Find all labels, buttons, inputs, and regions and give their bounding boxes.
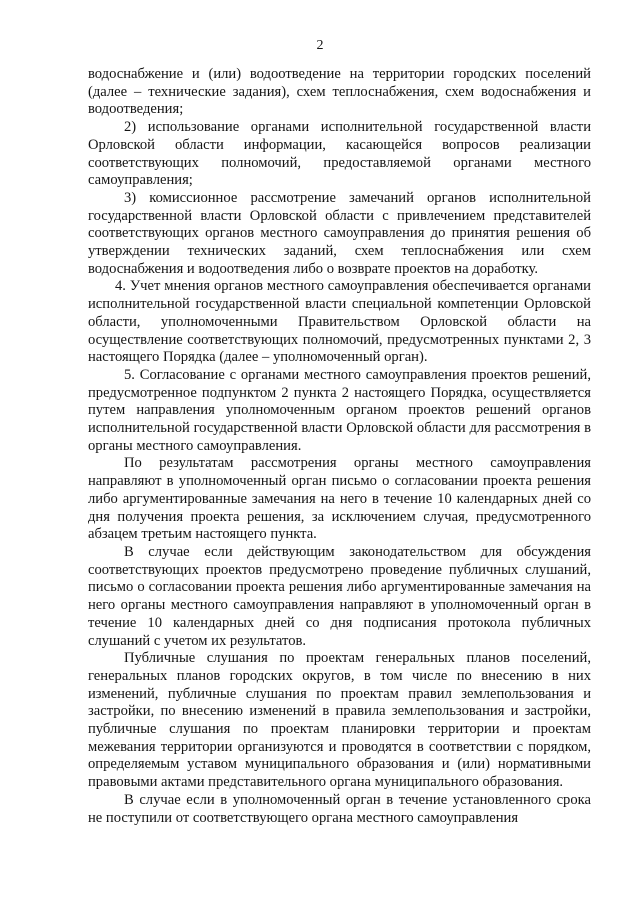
document-body bbox=[88, 66, 591, 827]
paragraph-continuation: водоснабжение и (или) водоотведение на территории городских поселений (далее – технические задания), схем теплоснабжения, схем водоснабжения и водоотведения; bbox=[88, 66, 591, 118]
paragraph-review-results: По результатам рассмотрения органы местного самоуправления направляют в уполномоченный орган письмо о согласовании проекта решения либо аргументированные замечания на него в течение 10 календарных дней со дня получения проекта решения, за исключением случая, предусмотренного абзацем третьим настоящего пункта. bbox=[88, 455, 591, 543]
paragraph-public-hearings: Публичные слушания по проектам генеральных планов поселений, генеральных планов городских округов, в том числе по внесению в них изменений, публичные слушания по проектам правил землепользования и застройки, по внесению изменений в правила землепользования и застройки, публичные слушания по проектам планировки территории и проектам межевания территории организуются и проводятся в соответствии с порядком, определяемым уставом муниципального образования и (или) нормативными правовыми актами представительного органа муниципального образования. bbox=[88, 650, 591, 791]
page-number: 2 bbox=[316, 38, 324, 53]
paragraph-clause-4: 4. Учет мнения органов местного самоуправления обеспечивается органами исполнительной государственной власти специальной компетенции Орловской области, уполномоченными Правительством Орловской области на осуществление соответствующих полномочий, предусмотренных пунктами 2, 3 настоящего Порядка (далее – уполномоченный орган). bbox=[88, 278, 591, 366]
paragraph-public-hearings-case: В случае если действующим законодательством для обсуждения соответствующих проектов предусмотрено проведение публичных слушаний, письмо о согласовании проекта решения либо аргументированные замечания на него органы местного самоуправления направляют в уполномоченный орган в течение 10 календарных дней со дня подписания протокола публичных слушаний с учетом их результатов. bbox=[88, 543, 591, 649]
paragraph-no-response: В случае если в уполномоченный орган в течение установленного срока не поступили от соответствующего органа местного самоуправления bbox=[88, 791, 591, 826]
paragraph-item-2: 2) использование органами исполнительной государственной власти Орловской области информации, касающейся вопросов реализации соответствующих полномочий, предоставляемой органами местного самоуправления; bbox=[88, 119, 591, 189]
paragraph-item-3: 3) комиссионное рассмотрение замечаний органов исполнительной государственной власти Орловской области с привлечением представителей соответствующих органов местного самоуправления до принятия решения об утверждении технических заданий, схем теплоснабжения или схем водоснабжения и водоотведения либо о возврате проектов на доработку. bbox=[88, 189, 591, 277]
paragraph-clause-5: 5. Согласование с органами местного самоуправления проектов решений, предусмотренное подпунктом 2 пункта 2 настоящего Порядка, осуществляется путем направления уполномоченным органом проектов решений органов исполнительной государственной власти Орловской области для рассмотрения в органы местного самоуправления. bbox=[88, 366, 591, 454]
